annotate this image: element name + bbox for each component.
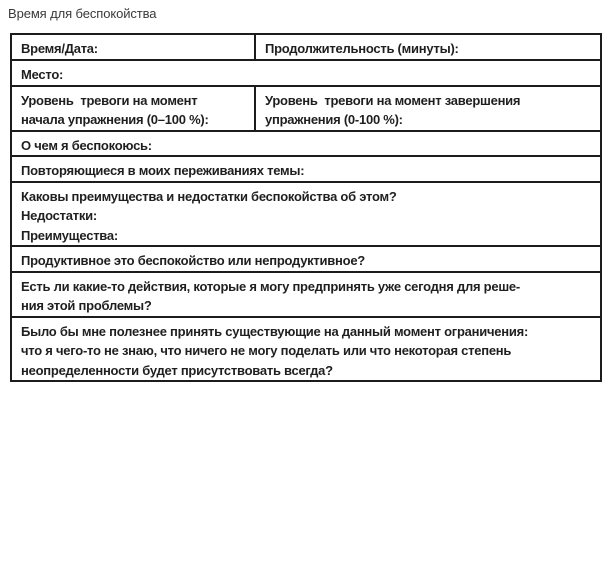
- cell-text-line: Было бы мне полезнее принять существующие на данный момент ограничения:: [21, 323, 529, 339]
- cell-text-line: что я чего-то не знаю, что ничего не могу поделать или что некоторая степень: [21, 343, 512, 358]
- cell-text-line: Продолжительность (минуты):: [265, 41, 459, 56]
- cell-recurring-themes: [12, 157, 600, 181]
- cell-time-date: [12, 35, 256, 59]
- cell-text-line: О чем я беспокоюсь:: [21, 137, 152, 153]
- row-productive-worry: [12, 245, 600, 271]
- worry-time-table: [10, 33, 602, 382]
- cell-text-line: неопределенности будет присутствовать всегда?: [21, 362, 333, 378]
- cell-pros-cons: [12, 183, 600, 246]
- row-accept-limitations: [12, 316, 600, 381]
- cell-accept-limitations: [12, 318, 600, 381]
- row-time-duration: [12, 35, 600, 59]
- cell-text-line: Уровень тревоги на момент завершения: [265, 92, 521, 108]
- cell-duration-minutes: [256, 35, 600, 59]
- cell-text-line: Каковы преимущества и недостатки беспокойства об этом?: [21, 188, 397, 204]
- row-actions-today: [12, 271, 600, 316]
- cell-anxiety-end: [256, 87, 600, 130]
- row-pros-cons: [12, 181, 600, 246]
- cell-text-line: Уровень тревоги на момент: [21, 92, 198, 108]
- cell-place: [12, 61, 600, 85]
- row-anxiety-levels: [12, 85, 600, 130]
- page-title: Время для беспокойства: [8, 6, 157, 21]
- cell-text-line: начала упражнения (0–100 %):: [21, 112, 209, 127]
- cell-anxiety-start: [12, 87, 256, 130]
- cell-text-line: Преимущества:: [21, 227, 118, 243]
- cell-worry-about: [12, 132, 600, 156]
- cell-productive-worry: [12, 247, 600, 271]
- cell-text-line: упражнения (0-100 %):: [265, 112, 403, 127]
- row-worry-about: [12, 130, 600, 156]
- cell-text-line: Недостатки:: [21, 208, 97, 223]
- row-place: [12, 59, 600, 85]
- cell-text-line: Время/Дата:: [21, 41, 98, 56]
- cell-text-line: Повторяющиеся в моих переживаниях темы:: [21, 163, 305, 178]
- cell-text-line: ния этой проблемы?: [21, 298, 152, 313]
- cell-text-line: Продуктивное это беспокойство или непродуктивное?: [21, 253, 365, 268]
- row-recurring-themes: [12, 155, 600, 181]
- cell-text-line: Есть ли какие-то действия, которые я могу предпринять уже сегодня для реше-: [21, 278, 520, 294]
- cell-actions-today: [12, 273, 600, 316]
- cell-text-line: Место:: [21, 67, 64, 82]
